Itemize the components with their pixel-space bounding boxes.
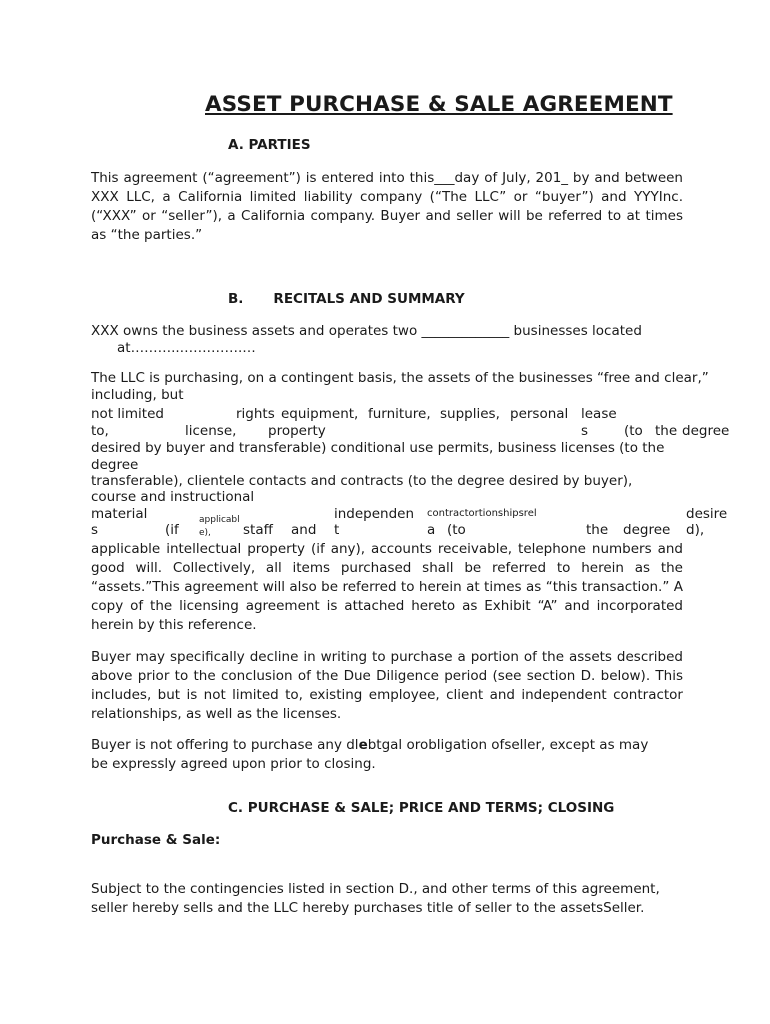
purchase-fragment: s [581,423,589,439]
purchase-fragment: equipment, [281,406,359,422]
section-b-letter: B. [228,291,244,307]
purchase-fragment: independen [334,506,415,522]
purchase-fragment: (to [447,522,466,538]
purchase-fragment: degree [623,522,671,538]
section-b-heading [228,291,465,307]
section-a-paragraph: This agreement (“agreement”) is entered into this___day of July, 201_ by and between XXX LLC, a California limited liability company (“The LLC” or “buyer”) and YYYInc. (“XXX” or “seller”), a California company. Buyer and seller will be referred to at times as “the parties.” [91,170,683,243]
purchase-fragment: d), [686,522,705,538]
purchase-fragment: (if [165,522,179,538]
purchase-fragment: not limited [91,406,164,422]
debt-line-1 [91,737,648,753]
debt-line-part: Buyer is not offering to purchase any dl [91,737,359,753]
purchase-fragment: furniture, [368,406,431,422]
purchase-fragment: rights [236,406,275,422]
purchase-line-1: The LLC is purchasing, on a contingent basis, the assets of the businesses “free and clear,” [91,370,709,386]
purchase-line-7: transferable), clientele contacts and contracts (to the degree desired by buyer), [91,473,633,489]
purchase-fragment: a [427,522,436,538]
purchase-line-2: including, but [91,387,184,403]
section-c-line-1: Subject to the contingencies listed in section D., and other terms of this agreement, [91,881,660,897]
purchase-line-8: course and instructional [91,489,255,505]
document-title: ASSET PURCHASE & SALE AGREEMENT [205,92,673,117]
purchase-fragment: e), [199,528,211,538]
purchase-fragment: (to [624,423,643,439]
purchase-fragment: applicabl [199,515,240,525]
purchase-fragment: staff [243,522,273,538]
section-c-heading: C. PURCHASE & SALE; PRICE AND TERMS; CLOSING [228,800,615,816]
purchase-line-6: degree [91,457,139,473]
purchase-fragment: and [291,522,317,538]
purchase-fragment: the [586,522,609,538]
recital-line-1: XXX owns the business assets and operates two _____________ businesses located [91,323,642,339]
purchase-sale-subheading: Purchase & Sale: [91,832,221,848]
purchase-fragment: property [268,423,326,439]
debt-line-2: be expressly agreed upon prior to closing. [91,756,376,772]
purchase-fragment: degree [682,423,730,439]
purchase-fragment: desire [686,506,728,522]
purchase-line-5: desired by buyer and transferable) conditional use permits, business licenses (to the [91,440,665,456]
purchase-fragment: to, [91,423,109,439]
decline-paragraph: Buyer may specifically decline in writing to purchase a portion of the assets described above prior to the conclusion of the Due Diligence period (see section D. below). This includes, but is not limited to, existing employee, client and independent contractor relationships, as well as the licenses. [91,649,683,722]
purchase-fragment: lease [581,406,617,422]
purchase-fragment: t [334,522,340,538]
purchase-fragment: personal [510,406,569,422]
purchase-fragment: material [91,506,148,522]
debt-line-part: e [358,737,368,753]
purchase-fragment: supplies, [440,406,500,422]
recital-line-2: at………..…….…….… [117,340,256,356]
purchase-paragraph-rest: applicable intellectual property (if any), accounts receivable, telephone numbers and good will. Collectively, all items purchased shall be referred to herein as the “assets.”This agreement will also be referred to herein at times as “this transaction.” A copy of the licensing agreement is attached hereto as Exhibit “A” and incorporated herein by this reference. [91,541,683,633]
section-c-line-2: seller hereby sells and the LLC hereby purchases title of seller to the assetsSeller. [91,900,645,916]
purchase-fragment: the [655,423,678,439]
purchase-fragment: s [91,522,99,538]
section-b-title: RECITALS AND SUMMARY [273,291,465,307]
purchase-fragment: contractortionshipsrel [427,508,537,519]
debt-line-part: btgal orobligation ofseller, except as may [367,737,649,753]
purchase-fragment: license, [185,423,237,439]
section-a-heading: A. PARTIES [228,137,311,153]
